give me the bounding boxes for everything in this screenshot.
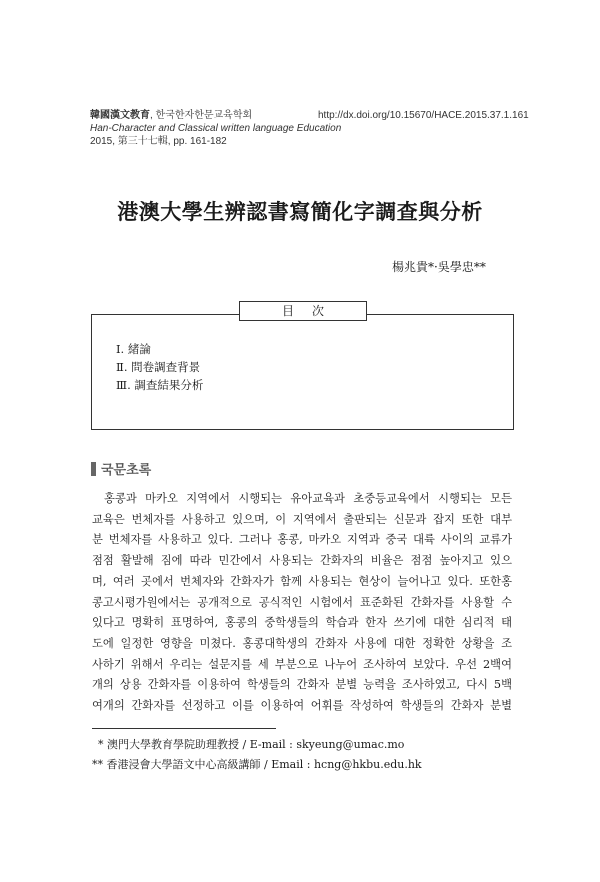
journal-issue: 2015, 第三十七輯, pp. 161-182 [90,136,227,147]
abstract-line: 사하기 위해서 우리는 설문지를 세 부분으로 나누어 조사하여 보았다. 우선 2백여 [92,657,512,671]
journal-header [90,109,341,148]
abstract-body [92,489,512,717]
abstract-line: 콩고시평가원에서는 공개적으로 공식적인 시험에서 표준화된 간화자를 사용할 수 [92,595,512,609]
abstract-line: 며, 여러 곳에서 번체자와 간화자가 함께 사용되는 현상이 늘어나고 있다. 또한홍 [92,574,512,588]
section-marker [91,462,96,476]
abstract-line: 개의 상용 간화자를 이용하여 학생들의 간화자 분별 능력을 조사하였고, 다시 5백 [92,678,512,692]
journal-korean-name: , 한국한자한문교육학회 [150,110,253,121]
journal-logo: 韓國漢文教育 [90,110,150,121]
toc-heading: 目次 [239,301,367,321]
toc-list [116,340,203,394]
footnote-2: ** 香港浸會大學語文中心高級講師 / Email : hcng@hkbu.edu.hk [92,758,422,771]
abstract-line: 분 번체자를 사용하고 있다. 그러나 홍콩, 마카오 지역과 중국 대륙 사이의 교류가 [92,533,512,547]
abstract-heading [91,459,151,478]
abstract-line: 도에 일정한 영향을 미쳤다. 홍콩대학생의 간화자 사용에 대한 정확한 상황을 조 [92,636,512,650]
doi-link[interactable]: http://dx.doi.org/10.15670/HACE.2015.37.1.161 [318,110,529,121]
toc-item[interactable]: Ⅲ. 調查結果分析 [116,378,204,392]
abstract-line: 있다고 명확히 표명하여, 홍콩의 중학생들의 학습과 한자 쓰기에 대한 심리적 태 [92,616,512,630]
toc-item[interactable]: Ⅰ. 緒論 [116,342,151,356]
abstract-heading-text: 국문초록 [101,462,152,477]
toc-item[interactable]: Ⅱ. 問卷調查背景 [116,360,201,374]
authors: 楊兆貴*·吳學忠** [392,260,486,274]
footnote-divider [92,728,276,729]
journal-english-name: Han-Character and Classical written language Education [90,123,342,134]
paper-title: 港澳大學生辨認書寫簡化字調查與分析 [117,199,483,224]
abstract-line: 점점 활발해 짐에 따라 민간에서 사용되는 간화자의 비율은 점점 높아지고 있으 [92,554,512,568]
footnote-1: * 澳門大學教育學院助理教授 / E-mail : skyeung@umac.mo [98,738,405,751]
footnotes [92,735,422,775]
journal-name-line [90,109,341,122]
abstract-line: 여개의 간화자를 선정하고 이를 이용하여 어휘를 작성하여 학생들의 간화자 분별 [92,699,512,713]
abstract-line: 홍콩과 마카오 지역에서 시행되는 유아교육과 초중등교육에서 시행되는 모든 [104,492,512,505]
abstract-line: 교육은 번체자를 사용하고 있으며, 이 지역에서 출판되는 신문과 잡지 또한 대부 [92,512,512,526]
